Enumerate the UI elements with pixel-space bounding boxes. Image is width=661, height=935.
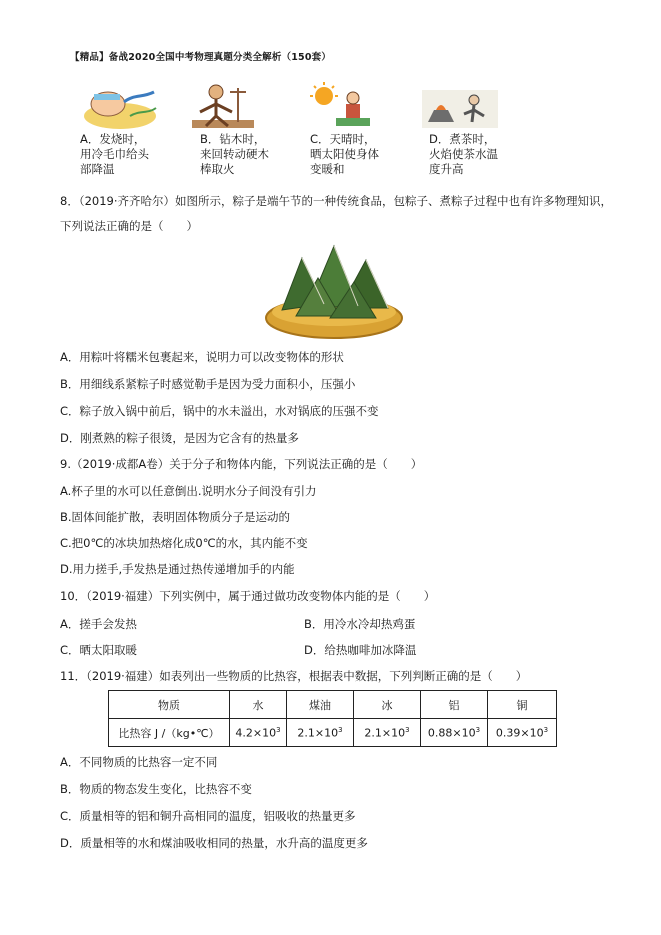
q8-option-c: C．粽子放入锅中前后，锅中的水未溢出，水对锅底的压强不变 xyxy=(60,404,379,418)
q9-stem: 9.（2019·成都A卷）关于分子和物体内能，下列说法正确的是（ ） xyxy=(60,457,423,471)
q9-option-b: B.固体间能扩散，表明固体物质分子是运动的 xyxy=(60,510,291,524)
tea-boiling-picture xyxy=(414,82,504,132)
q10-stem: 10．（2019·福建）下列实例中，属于通过做功改变物体内能的是（ ） xyxy=(60,589,436,603)
table-header-cell: 煤油 xyxy=(287,691,354,719)
q8-option-b: B．用细线系紧粽子时感觉勒手是因为受力面积小，压强小 xyxy=(60,377,356,391)
q11-stem: 11．（2019·福建）如表列出一些物质的比热容，根据表中数据，下列判断正确的是（ ） xyxy=(60,669,528,683)
q11-option-d: D．质量相等的水和煤油吸收相同的热量，水升高的温度更多 xyxy=(60,836,368,850)
table-cell: $0.39\times 10^3$ xyxy=(488,719,557,747)
q10-option-d: D．给热咖啡加冰降温 xyxy=(304,643,417,657)
table-header-cell: 冰 xyxy=(354,691,421,719)
q7-option-a: A．发烧时， 用冷毛巾给头 部降温 xyxy=(80,132,149,176)
q10-option-a: A．搓手会发热 xyxy=(60,617,137,631)
q9-option-c: C.把0℃的冰块加热熔化成0℃的水，其内能不变 xyxy=(60,536,308,550)
zongzi-basket-picture xyxy=(262,238,406,344)
table-cell: $4.2\times 10^3$ xyxy=(230,719,287,747)
q8-option-d: D．刚煮熟的粽子很烫，是因为它含有的热量多 xyxy=(60,431,299,445)
q9-option-a: A.杯子里的水可以任意倒出.说明水分子间没有引力 xyxy=(60,484,317,498)
table-cell: $2.1\times 10^3$ xyxy=(287,719,354,747)
q11-option-a: A．不同物质的比热容一定不同 xyxy=(60,755,218,769)
table-header-row xyxy=(109,691,557,719)
q10-option-b: B．用冷水冷却热鸡蛋 xyxy=(304,617,416,631)
wood-drilling-picture xyxy=(186,82,262,132)
q8-option-a: A．用粽叶将糯米包裹起来，说明力可以改变物体的形状 xyxy=(60,350,344,364)
page-header: 【精品】备战2020全国中考物理真题分类全解析（150套） xyxy=(70,52,332,63)
q7-option-b: B．钻木时， 来回转动硬木 棒取火 xyxy=(200,132,269,176)
sunbathing-picture xyxy=(306,82,378,132)
q11-option-b: B．物质的物态发生变化，比热容不变 xyxy=(60,782,252,796)
q10-option-c: C．晒太阳取暖 xyxy=(60,643,138,657)
q11-option-c: C．质量相等的铝和铜升高相同的温度，铝吸收的热量更多 xyxy=(60,809,356,823)
table-header-cell: 铝 xyxy=(421,691,488,719)
table-row xyxy=(109,719,557,747)
q8-stem-line1: 8．（2019·齐齐哈尔）如图所示，粽子是端午节的一种传统食品，包粽子、煮粽子过程中也有许多物理知识， xyxy=(60,194,612,208)
table-header-cell: 水 xyxy=(230,691,287,719)
q7-option-c: C．天晴时， 晒太阳使身体 变暖和 xyxy=(310,132,379,176)
table-cell: $2.1\times 10^3$ xyxy=(354,719,421,747)
q9-option-d: D.用力搓手,手发热是通过热传递增加手的内能 xyxy=(60,562,295,576)
table-header-cell: 物质 xyxy=(109,691,230,719)
specific-heat-table xyxy=(108,690,557,747)
fever-cooling-picture xyxy=(80,82,160,132)
table-cell: $0.88\times 10^3$ xyxy=(421,719,488,747)
q8-stem-line2: 下列说法正确的是（ ） xyxy=(60,219,198,233)
table-header-cell: 铜 xyxy=(488,691,557,719)
q7-option-d: D．煮茶时， 火焰使茶水温 度升高 xyxy=(429,132,498,176)
table-row-label: 比热容 J /（kg•℃） xyxy=(109,719,230,747)
